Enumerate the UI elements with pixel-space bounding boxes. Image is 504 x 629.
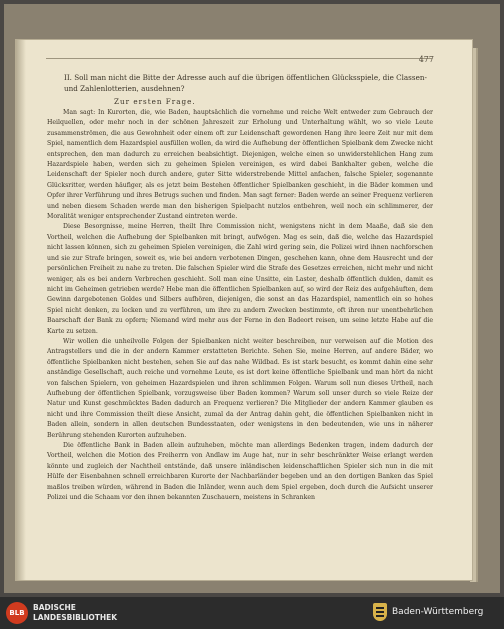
body-text bbox=[47, 108, 433, 503]
blb-library-name[interactable] bbox=[33, 603, 183, 623]
paragraph-3: Wir wollen die unheilvolle Folgen der Spielbanken nicht weiter beschreiben, nur verweisen auf die Motion des Antragstellers und die in der andern Kammer erstatteten Berichte. Sehen Sie, meine Herren, auf andere Bäder, wo öffentliche Spielbanken nicht bestehen, sehen Sie auf das nahe Wildbad. Es ist stark besucht, es kommt dahin eine sehr anständige Gesellschaft, auch reiche und vornehme Leute, es ist dort keine öffentliche Spielbank und man hört da nicht von falschen Spielern, von geheimen Hazardspielen und ihren schlimmen Folgen. Warum soll nun dieses Urtheil, nach Aufhebung der öffentlichen Spielbank, vorzugsweise über Baden kommen? Warum soll unser durch so viele Reize der Natur und Kunst geschmücktes Baden dadurch an Frequenz verlieren? Die Mitglieder der andern Kammer glauben es nicht und ihre Commission theilt diese Ansicht, zumal da der Antrag dahin geht, die öffentlichen Spielbanken nicht in Baden allein, sondern in allen deutschen Bundesstaaten, oder wenigstens in den bedeutenden, wie uns in näherer Berührung stehenden Kurorten aufzuheben. bbox=[47, 337, 433, 439]
section-heading: Zur ersten Frage. bbox=[114, 97, 196, 106]
blb-logo-icon[interactable]: BLB bbox=[6, 602, 28, 624]
paragraph-2: Diese Besorgnisse, meine Herren, theilt Ihre Commission nicht, wenigstens nicht in dem Maaße, daß sie den Vortheil, welchen die Aufhebung der Spielbanken mit bringt, aufwögen. Mag es sein, daß die, welche das Hazardspiel nicht lassen können, sich zu geheimen Spielen vereinigen, die Zahl wird gering sein, die Polizei wird ihnen nachforschen und sie zur Strafe bringen, soweit es, wie bei andern verbotenen Dingen, geschehen kann, ohne dem Hausrecht und der persönlichen Freiheit zu nahe zu treten. Die falschen Spieler wird die Strafe des Gesetzes erreichen, nicht mehr und nicht weniger, als es bei andern Verbrechen geschieht. Soll man eine Unsitte, ein Laster, deshalb öffentlich dulden, damit es nicht im Geheimen getrieben werde? Hebe man die öffentlichen Spielbanken auf, so wird der Reiz des aufgehäuften, dem Gewinn dargebotenen Goldes und Silbers aufhören, diejenigen, die sonst an das Hazardspiel, namentlich ein so hohes Spiel nicht denken, zu locken und zu verführen, um ihre zu andern Zwecken bestimmte, oft ihren nur unentbehrlichen Baarschaft der Bank zu opfern; Niemand wird mehr aus der Ferne in den Badeort reisen, um seine letzte Habe auf die Karte zu setzen. bbox=[47, 223, 433, 335]
baden-wuerttemberg-crest-icon bbox=[373, 603, 387, 621]
baden-wuerttemberg-label[interactable]: Baden-Württemberg bbox=[392, 607, 484, 617]
blb-name-line2: LANDESBIBLIOTHEK bbox=[33, 613, 118, 622]
header-rule bbox=[46, 58, 432, 59]
paragraph-1: Man sagt: In Kurorten, die, wie Baden, hauptsächlich die vornehme und reiche Welt entweder zum Gebrauch der Heilquellen, oder mehr noch in der schönen Jahreszeit zur Erholung und Unterhaltung wählt, wo so viele Leute zusammenströmen, die aus Gewohnheit oder einem oft zur Leidenschaft gewordenen Hang ihre leere Zeit nur mit dem Spiel, namentlich dem Hazardspiel ausfüllen wollen, da wird die Aufhebung der öffentlichen Spielbank dem Zwecke nicht entsprechen, den man dadurch zu erreichen beabsichtigt. Diejenigen, welche einen so unwiderstehlichen Hang zum Hazardspiele haben, werden sich zu geheimen Spielen vereinigen, es wird dabei Bankhalter geben, welche die Leidenschaft der Spieler noch durch andere, guter Sitte widerstrebende Mittel anfachen, falsche Spieler, sogenannte Glücksritter, werden häufiger, als es jetzt beim Bestehen öffentlicher Spielbanken geschieht, in die Bäder kommen und Opfer ihrer Verführung und ihres Betrugs suchen und finden. Man sagt ferner: Baden werde an seiner Frequenz verlieren und neben diesem Schaden werde man den bisherigen Spielpacht nutzlos entbehren, weil noch ein schlimmerer, der Moralität weniger entsprechender Zustand eintreten werde. bbox=[47, 109, 433, 221]
blb-name-line1: BADISCHE bbox=[33, 603, 76, 612]
page-number: 477 bbox=[418, 55, 434, 64]
question-heading: II. Soll man nicht die Bitte der Adresse auch auf die übrigen öffentlichen Glücksspiele, die Classen- und Zahlenlotterien, ausdehnen? bbox=[64, 73, 427, 93]
paragraph-4: Die öffentliche Bank in Baden allein aufzuheben, möchte man allerdings Bedenken tragen, indem dadurch der Vortheil, welchen die Motion des Freiherrn von Andlaw im Auge hat, nur in sehr beschränkter Weise erlangt werden könnte und zugleich der Nachtheil entstände, daß unsere inländischen leidenschaftlichen Spieler sich nun in die mit Hülfe der Eisenbahnen schnell erreichbaren Kurorte der Nachbarländer begeben und an den dortigen Banken das Spiel maßlos treiben würden, während in Baden die Inländer, wenn auch dem Spiel ergeben, doch durch die Aufsicht unserer Polizei und die Schaam vor den ihnen bekannten Zuschauern, meistens in Schranken bbox=[47, 442, 433, 502]
page-gutter bbox=[16, 40, 26, 580]
